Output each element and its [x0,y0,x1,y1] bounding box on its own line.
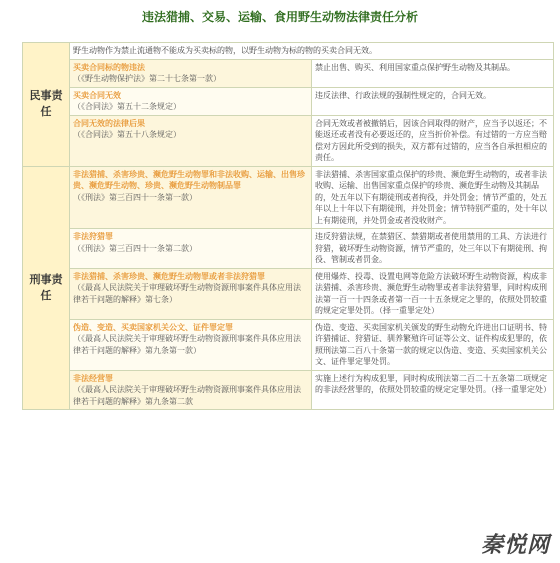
table-row [23,229,554,269]
crime-ref: （《刑法》第三百四十一条第二款） [73,243,197,253]
page-title: 违法猎捕、交易、运输、食用野生动物法律责任分析 [141,10,418,24]
crime-name: 非法猎捕、杀害珍贵、濒危野生动物罪或者非法狩猎罪 [73,271,265,281]
crime-ref: （《合同法》第五十二条规定） [73,102,181,111]
crime-desc: 非法猎捕、杀害国家重点保护的珍贵、濒危野生动物的，或者非法收购、运输、出售国家重点保护的珍贵、濒危野生动物及其制品的，处五年以下有期徒刑或者拘役，并处罚金；情节严重的，处五年以上十年以下有期徒刑，并处罚金；情节特别严重的，处十年以上有期徒刑，并处罚金或者没收财产。 [312,166,554,229]
crime-cell [70,115,312,166]
criminal-category-label: 刑事责任 [29,272,63,302]
crime-desc: 禁止出售、购买、利用国家重点保护野生动物及其制品。 [312,59,554,87]
crime-name: 买卖合同标的物违法 [73,62,145,72]
liability-table [22,42,554,410]
crime-ref: （《野生动物保护法》第二十七条第一款） [73,74,221,83]
civil-intro: 野生动物作为禁止流通物不能成为买卖标的物，以野生动物为标的物的买卖合同无效。 [70,43,554,60]
crime-cell [70,319,312,370]
crime-name: 合同无效的法律后果 [73,118,145,128]
crime-name: 非法猎捕、杀害珍贵、濒危野生动物罪和非法收购、运输、出售珍贵、濒危野生动物、珍贵、濒危野生动物制品罪 [73,169,305,190]
crime-desc: 实施上述行为构成犯罪，同时构成刑法第二百二十五条第二项规定的非法经营罪的，依照处罚较重的规定定罪处罚。（择一重罪定处） [312,370,554,410]
crime-cell [70,59,312,87]
crime-ref: （《最高人民法院关于审理破坏野生动物资源刑事案件具体应用法律若干问题的解释》第九条第二款 [73,385,301,406]
civil-category-label: 民事责任 [29,89,63,119]
crime-cell [70,229,312,269]
table-row [23,319,554,370]
table-row [23,268,554,319]
table-row [23,115,554,166]
crime-ref: （《最高人民法院关于审理破坏野生动物资源刑事案件具体应用法律若干问题的解释》第七条） [73,283,301,304]
table-row [23,59,554,87]
crime-cell [70,166,312,229]
crime-name: 非法经营罪 [73,373,113,383]
crime-cell [70,268,312,319]
crime-desc: 伪造、变造、买卖国家机关颁发的野生动物允许进出口证明书、特许猎捕证、狩猎证、驯养繁殖许可证等公文、证件构成犯罪的，依照刑法第二百八十条第一款的规定以伪造、变造、买卖国家机关公文、证件罪定罪处罚。 [312,319,554,370]
crime-desc: 合同无效或者被撤销后，因该合同取得的财产，应当予以返还；不能返还或者没有必要返还的，应当折价补偿。有过错的一方应当赔偿对方因此所受到的损失，双方都有过错的，应当各自承担相应的责任。 [312,115,554,166]
crime-cell [70,370,312,410]
crime-desc: 违反法律、行政法规的强制性规定的，合同无效。 [312,87,554,115]
crime-ref: （《最高人民法院关于审理破坏野生动物资源刑事案件具体应用法律若干问题的解释》第九条第一款） [73,334,301,355]
crime-cell [70,87,312,115]
crime-ref: （《合同法》第五十八条规定） [73,130,181,139]
crime-name: 买卖合同无效 [73,90,121,100]
table-row [23,43,554,60]
crime-desc: 使用爆炸、投毒、设置电网等危险方法破坏野生动物资源，构成非法猎捕、杀害珍贵、濒危野生动物罪或者非法狩猎罪，同时构成刑法第一百一十四条或者第一百一十五条规定之罪的，依照处罚较重的规定定罪处罚。（择一重罪定处） [312,268,554,319]
criminal-category [23,166,70,410]
crime-name: 伪造、变造、买卖国家机关公文、证件罪定罪 [73,322,233,332]
crime-desc: 违反狩猎法规，在禁猎区、禁猎期或者使用禁用的工具、方法进行狩猎，破坏野生动物资源，情节严重的，处三年以下有期徒刑、拘役、管制或者罚金。 [312,229,554,269]
table-row [23,87,554,115]
crime-ref: （《刑法》第三百四十一条第一款） [73,192,197,202]
crime-name: 非法狩猎罪 [73,232,113,241]
watermark-logo: 秦悦网 [480,532,550,558]
civil-category [23,43,70,167]
table-row [23,370,554,410]
table-row [23,166,554,229]
